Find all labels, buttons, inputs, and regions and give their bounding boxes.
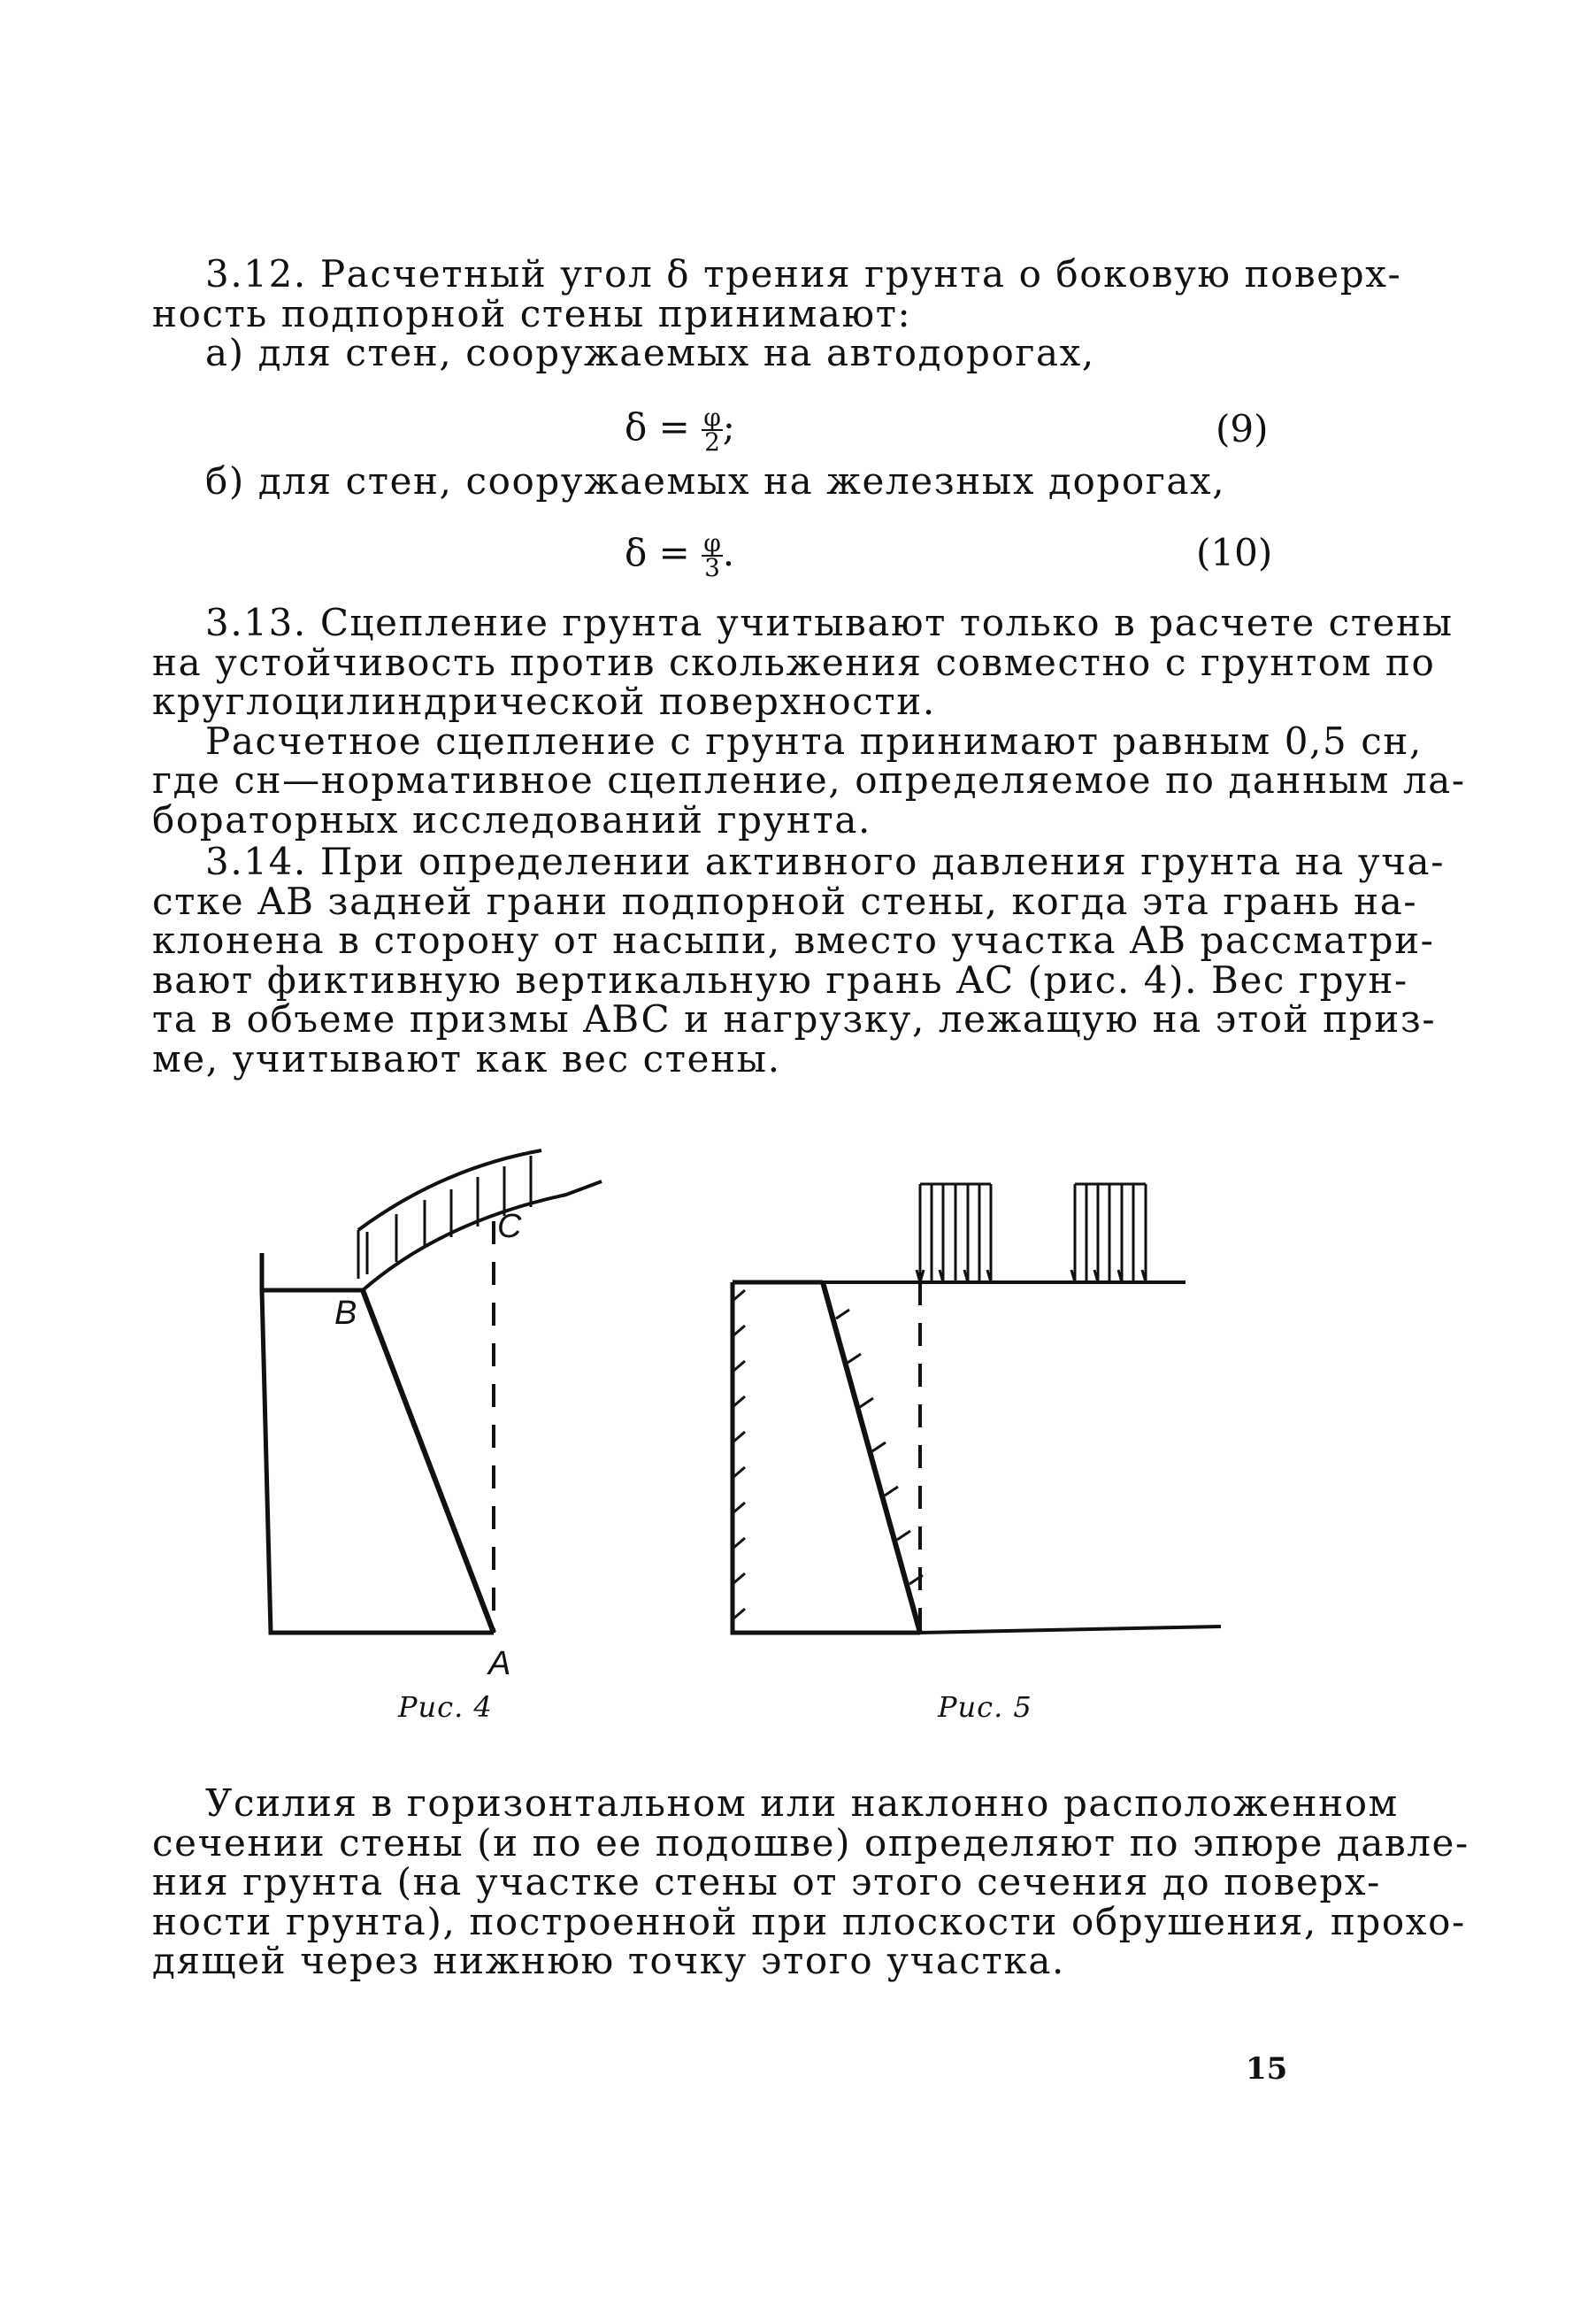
formula-9-den: 2 — [704, 427, 720, 457]
s314-line: клонена в сторону от насыпи, вместо участка AB рассматри- — [152, 919, 1435, 962]
s314-line: ме, учитывают как вес стены. — [152, 1036, 781, 1080]
formula-10-den: 3 — [704, 553, 720, 582]
fig4-backfill-surface — [363, 1181, 602, 1290]
closing-paragraph — [152, 1781, 1469, 1982]
page-number: 15 — [1246, 2051, 1288, 2087]
s314-line: стке AB задней грани подпорной стены, когда эта грань на- — [152, 879, 1418, 923]
closing-line: сечении стены (и по ее подошве) определяют по эпюре давле- — [152, 1820, 1469, 1865]
formula-10-lhs: δ = — [625, 531, 690, 574]
fig4-label-C: C — [497, 1208, 522, 1245]
closing-line: ния грунта (на участке стены от этого сечения до поверх- — [152, 1860, 1381, 1903]
formula-9-num: φ — [703, 403, 721, 432]
closing-line: дящей через нижнюю точку этого участка. — [152, 1939, 1065, 1982]
fig5-base-extension — [920, 1626, 1221, 1633]
fig4-slope-AB — [363, 1290, 494, 1633]
equation-number-10: (10) — [1196, 531, 1273, 574]
fig5-load-arrowheads — [917, 1270, 1146, 1282]
s313-p2-line: где cн—нормативное сцепление, определяемое по данным ла- — [152, 758, 1466, 802]
s312-line1: 3.12. Расчетный угол δ трения грунта о боковую поверх- — [205, 252, 1402, 296]
equation-number-9: (9) — [1216, 407, 1269, 450]
formula-9-end: ; — [722, 405, 735, 449]
s313-p2-line: Расчетное сцепление c грунта принимают равным 0,5 cн, — [205, 719, 1423, 763]
formula-10-num: φ — [703, 528, 721, 558]
s314-line: та в объеме призмы ABC и нагрузку, лежащую на этой приз- — [152, 997, 1437, 1041]
s312-item-b: б) для стен, сооружаемых на железных дорогах, — [205, 459, 1226, 503]
fig4-label-B: B — [334, 1295, 357, 1332]
figure-5-diagram — [733, 1184, 1221, 1633]
s314-line: вают фиктивную вертикальную грань AC (рис. 4). Вес грун- — [152, 957, 1408, 1002]
s313-line: на устойчивость против скольжения совместно с грунтом по — [152, 640, 1436, 684]
fig4-wall-outline — [262, 1253, 494, 1633]
closing-line: ности грунта), построенной при плоскости обрушения, прохо- — [152, 1899, 1466, 1943]
figure-4-diagram — [262, 1150, 602, 1633]
formula-10-end: . — [722, 531, 735, 574]
s313-p2-line: бораторных исследований грунта. — [152, 797, 871, 842]
figure-5-caption: Рис. 5 — [938, 1690, 1032, 1724]
formula-9-lhs: δ = — [625, 405, 690, 449]
s313-line: 3.13. Сцепление грунта учитывают только в расчете стены — [205, 601, 1454, 644]
fig5-hatching-back — [836, 1310, 923, 1584]
s312-item-a: а) для стен, сооружаемых на автодорогах, — [205, 331, 1095, 374]
fig4-label-A: A — [488, 1645, 511, 1682]
s313-line: круглоцилиндрической поверхности. — [152, 680, 936, 723]
fig5-wall-outline — [733, 1282, 920, 1633]
figure-4-caption: Рис. 4 — [398, 1690, 493, 1724]
s312-line2: ность подпорной стены принимают: — [152, 291, 912, 335]
s314-line: 3.14. При определении активного давления грунта на уча- — [205, 840, 1445, 883]
fig5-load-2 — [1075, 1184, 1146, 1282]
fig5-wall-back — [823, 1282, 920, 1633]
closing-line: Усилия в горизонтальном или наклонно расположенном — [205, 1781, 1399, 1825]
fig5-load-1 — [920, 1184, 991, 1282]
